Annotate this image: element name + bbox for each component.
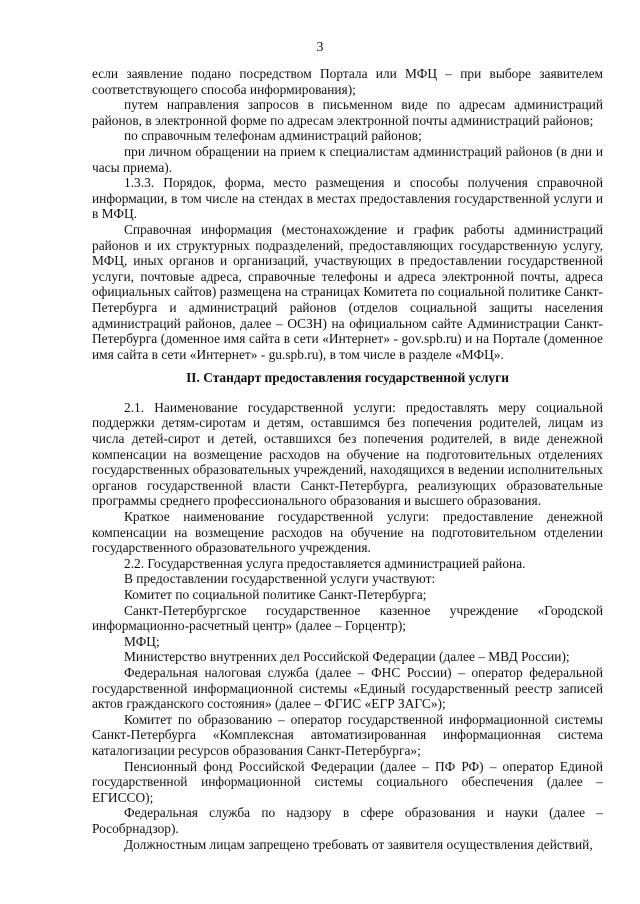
paragraph: Федеральная служба по надзору в сфере образования и науки (далее – Рособрнадзор).: [92, 805, 603, 836]
paragraph: 1.3.3. Порядок, форма, место размещения и способы получения справочной информации, в том числе на стендах в местах предоставления государственной услуги и в МФЦ.: [92, 175, 603, 222]
paragraph: при личном обращении на прием к специалистам администраций районов (в дни и часы приема).: [92, 143, 603, 175]
paragraph: по справочным телефонам администраций районов;: [124, 128, 422, 144]
paragraph: Должностным лицам запрещено требовать от заявителя осуществления действий,: [124, 836, 593, 852]
paragraph: если заявление подано посредством Портала или МФЦ – при выборе заявителем соответствующего способа информирования);: [92, 66, 603, 97]
paragraph: путем направления запросов в письменном виде по адресам администраций районов, в электронной форме по адресам электронной почты администраций районов;: [92, 97, 603, 128]
paragraph: Министерство внутренних дел Российской Федерации (далее – МВД России);: [124, 649, 570, 665]
paragraph: Федеральная налоговая служба (далее – ФНС России) – оператор федеральной государственной информационной системы «Единый государственный реестр записей актов гражданского состояния» (далее – ФГИС «ЕГР ЗАГС»);: [92, 664, 603, 712]
paragraph: Справочная информация (местонахождение и график работы администраций районов и их структурных подразделений, предоставляющих государственную услугу, МФЦ, иных органов и организаций, участвующих в предоставлении государственной услуги, почтовые адреса, справочные телефоны и адреса электронной почты, адреса официальных сайтов) размещена на страницах Комитета по социальной политике Санкт-Петербурга и администраций районов (отделов социальной защиты населения администраций районов, далее – ОСЗН) на официальном сайте Администрации Санкт-Петербурга (доменное имя сайта в сети «Интернет» - gov.spb.ru) и на Портале (доменное имя сайта в сети «Интернет» - gu.spb.ru), в том числе в разделе «МФЦ».: [92, 221, 603, 362]
paragraph: В предоставлении государственной услуги участвуют:: [124, 571, 436, 587]
document-body: [92, 66, 603, 852]
section-heading: II. Стандарт предоставления государственной услуги: [186, 370, 509, 386]
paragraph: Краткое наименование государственной услуги: предоставление денежной компенсации на возмещение расходов на обучение на подготовительном отделении государственного образовательного учреждения.: [92, 509, 603, 556]
paragraph: Комитет по образованию – оператор государственной информационной системы Санкт-Петербурга «Комплексная автоматизированная информационная система каталогизации ресурсов образования Санкт-Петербурга»;: [92, 711, 603, 758]
paragraph: 2.2. Государственная услуга предоставляется администрацией района.: [124, 555, 526, 571]
paragraph: Комитет по социальной политике Санкт-Петербурга;: [124, 587, 427, 602]
paragraph: 2.1. Наименование государственной услуги: предоставлять меру социальной поддержки детям-сиротам и детям, оставшимся без попечения родителей, лицам из числа детей-сирот и детей, оставшихся без попечения родителей, в виде денежной компенсации на возмещение расходов на обучение на подготовительных отделениях государственных образовательных учреждений, находящихся в ведении исполнительных органов государственной власти Санкт-Петербурга, реализующих образовательные программы среднего профессионального образования и высшего образования.: [92, 399, 603, 509]
paragraph: Санкт-Петербургское государственное казенное учреждение «Городской информационно-расчетный центр» (далее – Горцентр);: [92, 602, 603, 634]
paragraph: МФЦ;: [124, 633, 160, 649]
page-number: 3: [316, 40, 324, 55]
paragraph: Пенсионный фонд Российской Федерации (далее – ПФ РФ) – оператор Единой государственной информационной системы социального обеспечения (далее – ЕГИССО);: [92, 758, 603, 805]
